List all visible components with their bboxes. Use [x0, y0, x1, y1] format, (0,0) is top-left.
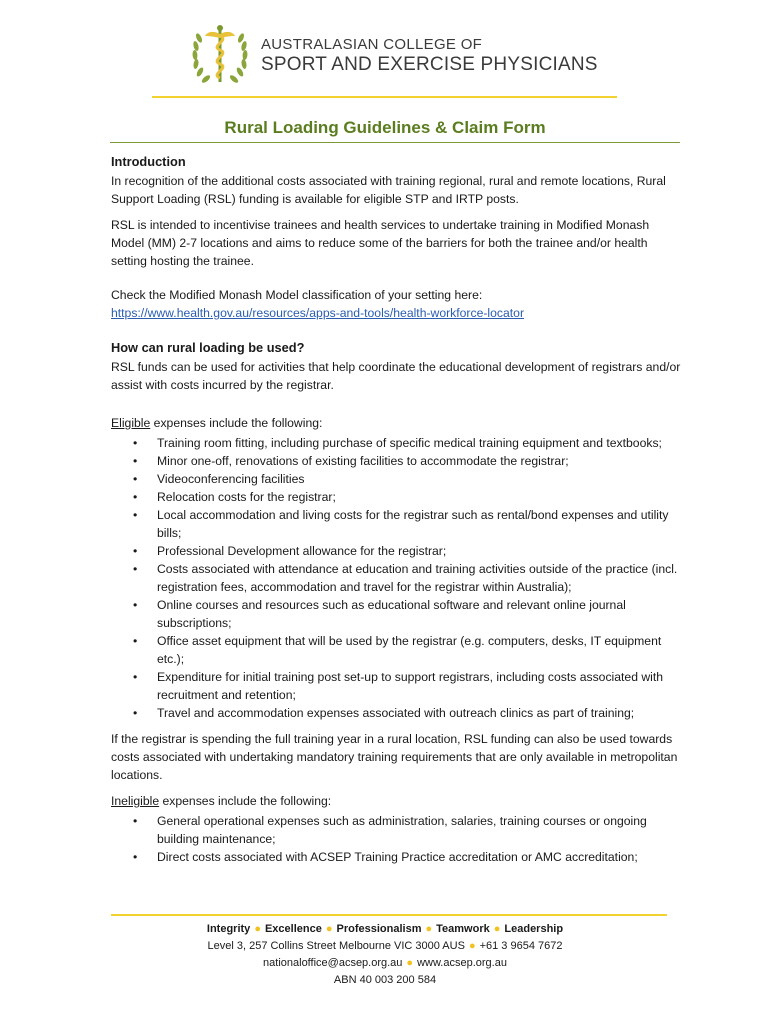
bullet-icon: •: [133, 562, 138, 576]
list-item: [111, 560, 681, 596]
list-item-text: Direct costs associated with ACSEP Training Practice accreditation or AMC accreditation;: [157, 850, 638, 864]
list-item: [111, 704, 681, 722]
values-line: [0, 921, 770, 938]
footer: [0, 921, 770, 989]
list-item-text: Costs associated with attendance at education and training activities outside of the practice (incl. registration fees, accommodation and travel for the registrar within Australia);: [157, 562, 678, 594]
organisation-name: [261, 36, 598, 76]
bullet-icon: •: [133, 436, 138, 450]
bullet-icon: •: [133, 490, 138, 504]
ineligible-lead-underlined: Ineligible: [111, 794, 160, 808]
contact-line: [0, 955, 770, 972]
header-divider: [152, 96, 617, 98]
list-item-text: Professional Development allowance for the registrar;: [157, 544, 447, 558]
org-name-line1: AUSTRALASIAN COLLEGE OF: [261, 36, 483, 53]
eligible-lead-rest: expenses include the following:: [150, 416, 323, 430]
address-line: [0, 938, 770, 955]
list-item-text: Relocation costs for the registrar;: [157, 490, 336, 504]
footer-divider: [111, 914, 667, 916]
college-value: Leadership: [504, 923, 564, 935]
bullet-icon: •: [133, 472, 138, 486]
eligible-after-paragraph: If the registrar is spending the full training year in a rural location, RSL funding can also be used towards costs associated with undertaking mandatory training requirements that are only available in metropolitan locations.: [111, 732, 678, 782]
footer-separator-dot: ●: [325, 923, 333, 935]
abn: ABN 40 003 200 584: [333, 974, 437, 986]
introduction-heading: Introduction: [111, 154, 186, 169]
list-item: [111, 632, 681, 668]
footer-separator-dot: ●: [254, 923, 261, 935]
document-body: [111, 152, 681, 866]
college-value: Professionalism: [336, 923, 422, 935]
eligible-lead: [111, 414, 681, 432]
list-item: [111, 452, 681, 470]
bullet-icon: •: [133, 544, 138, 558]
phone-number: +61 3 9654 7672: [479, 940, 563, 952]
list-item-text: Office asset equipment that will be used by the registrar (e.g. computers, desks, IT equipment etc.);: [157, 634, 662, 666]
list-item-text: Local accommodation and living costs for the registrar such as rental/bond expenses and utility bills;: [157, 508, 669, 540]
bullet-icon: •: [133, 634, 138, 648]
caduceus-wreath-logo: [185, 24, 255, 90]
ineligible-lead: [111, 792, 681, 810]
list-item-text: Travel and accommodation expenses associated with outreach clinics as part of training;: [157, 706, 635, 720]
eligible-expenses-list: [111, 434, 681, 722]
list-item-text: Expenditure for initial training post set-up to support registrars, including costs associated with recruitment and retention;: [157, 670, 664, 702]
bullet-icon: •: [133, 508, 138, 522]
bullet-icon: •: [133, 598, 138, 612]
list-item-text: Training room fitting, including purchase of specific medical training equipment and textbooks;: [157, 436, 662, 450]
footer-separator-dot: ●: [493, 923, 501, 935]
eligible-lead-underlined: Eligible: [111, 416, 151, 430]
title-underline: [110, 142, 680, 143]
website-link[interactable]: www.acsep.org.au: [417, 957, 507, 969]
college-value: Teamwork: [436, 923, 490, 935]
list-item: [111, 470, 681, 488]
intro-paragraph-3: Check the Modified Monash Model classification of your setting here:: [111, 288, 483, 302]
health-workforce-locator-link[interactable]: https://www.health.gov.au/resources/apps-and-tools/health-workforce-locator: [111, 306, 524, 320]
list-item-text: General operational expenses such as administration, salaries, training courses or ongoing building maintenance;: [157, 814, 647, 846]
list-item: [111, 668, 681, 704]
list-item: [111, 848, 681, 866]
list-item: [111, 542, 681, 560]
ineligible-lead-rest: expenses include the following:: [159, 794, 332, 808]
usage-paragraph: RSL funds can be used for activities that help coordinate the educational development of registrars and/or assist with costs incurred by the registrar.: [111, 360, 681, 392]
footer-separator-dot: ●: [406, 957, 414, 969]
list-item: [111, 434, 681, 452]
footer-separator-dot: ●: [468, 940, 476, 952]
bullet-icon: •: [133, 670, 138, 684]
bullet-icon: •: [133, 454, 138, 468]
footer-separator-dot: ●: [425, 923, 433, 935]
ineligible-expenses-list: [111, 812, 681, 866]
college-value: Integrity: [206, 923, 251, 935]
document-title: Rural Loading Guidelines & Claim Form: [224, 118, 546, 137]
list-item: [111, 488, 681, 506]
bullet-icon: •: [133, 814, 138, 828]
bullet-icon: •: [133, 850, 138, 864]
org-name-line2: SPORT AND EXERCISE PHYSICIANS: [261, 54, 598, 75]
list-item: [111, 506, 681, 542]
list-item-text: Videoconferencing facilities: [157, 472, 305, 486]
address-main: Level 3, 257 Collins Street Melbourne VIC 3000 AUS: [207, 940, 465, 952]
usage-heading: How can rural loading be used?: [111, 340, 305, 355]
college-value: Excellence: [264, 923, 322, 935]
list-item: [111, 596, 681, 632]
intro-paragraph-2: RSL is intended to incentivise trainees and health services to undertake training in Modified Monash Model (MM) 2-7 locations and aims to reduce some of the barriers for both the trainee and/or health setting hosting the trainee.: [111, 218, 650, 268]
list-item: [111, 812, 681, 848]
email-address[interactable]: nationaloffice@acsep.org.au: [263, 957, 403, 969]
list-item-text: Online courses and resources such as educational software and relevant online journal subscriptions;: [157, 598, 626, 630]
letterhead: [185, 24, 605, 90]
intro-paragraph-1: In recognition of the additional costs associated with training regional, rural and remote locations, Rural Support Loading (RSL) funding is available for eligible STP and IRTP posts.: [111, 174, 666, 206]
bullet-icon: •: [133, 706, 138, 720]
list-item-text: Minor one-off, renovations of existing facilities to accommodate the registrar;: [157, 454, 569, 468]
